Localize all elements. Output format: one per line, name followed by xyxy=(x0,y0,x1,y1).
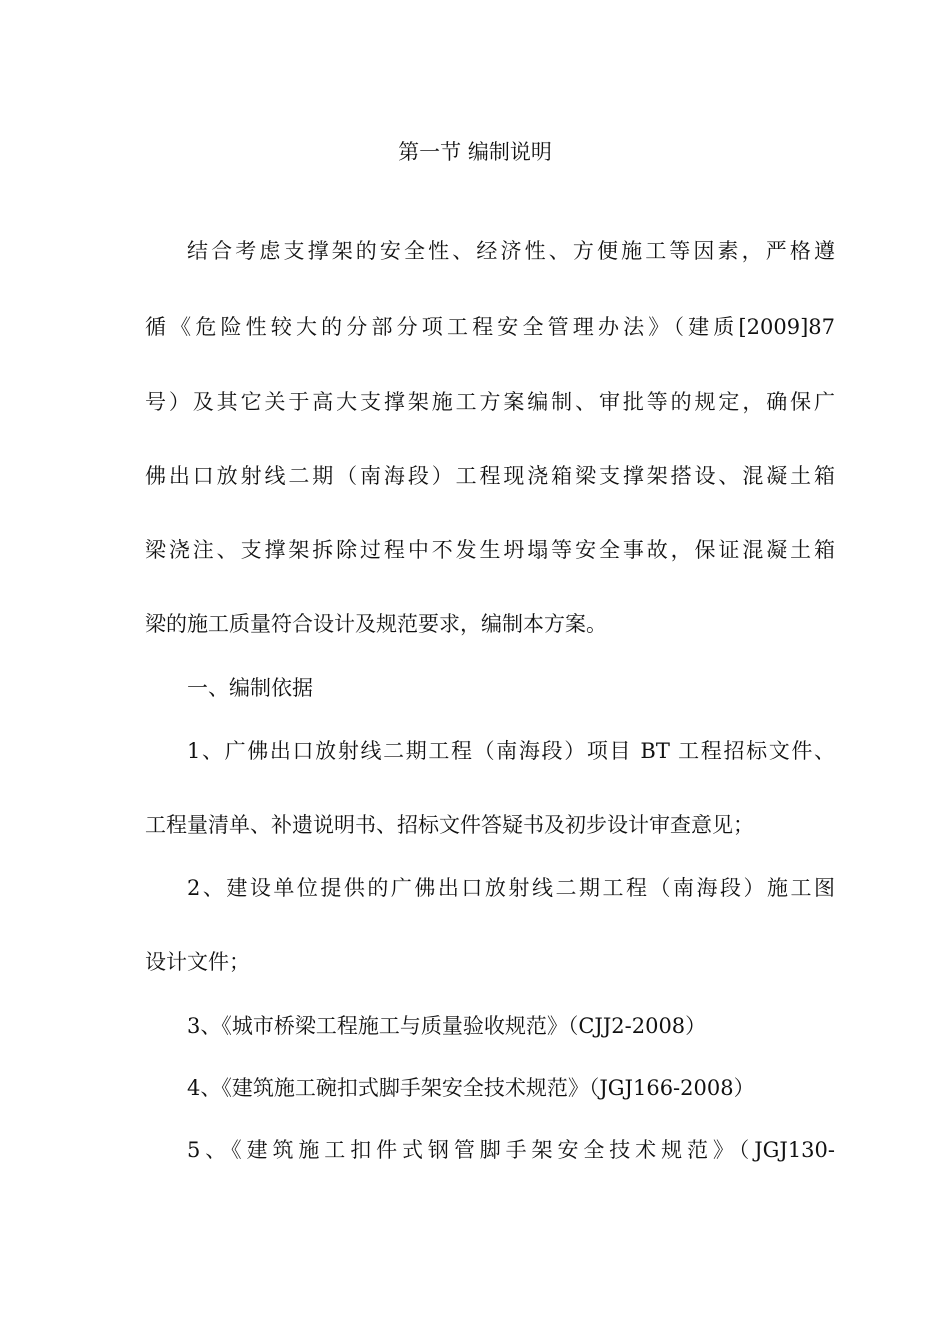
section-title: 第一节 编制说明 xyxy=(398,140,552,164)
paragraph-line-6: 梁的施工质量符合设计及规范要求，编制本方案。 xyxy=(145,612,607,636)
basis-item-4: 4、《建筑施工碗扣式脚手架安全技术规范》（JGJ166-2008） xyxy=(187,1076,755,1100)
basis-item-5: 5、《建筑施工扣件式钢管脚手架安全技术规范》（JGJ130- xyxy=(187,1138,835,1162)
paragraph-line-2: 循《危险性较大的分部分项工程安全管理办法》（建质[2009]87 xyxy=(145,315,835,339)
basis-item-2-line-1: 2、建设单位提供的广佛出口放射线二期工程（南海段）施工图 xyxy=(187,876,835,900)
basis-item-3: 3、《城市桥梁工程施工与质量验收规范》（CJJ2-2008） xyxy=(187,1014,707,1038)
basis-item-1-line-1: 1、广佛出口放射线二期工程（南海段）项目 BT 工程招标文件、 xyxy=(187,739,835,763)
paragraph-line-4: 佛出口放射线二期（南海段）工程现浇箱梁支撑架搭设、混凝土箱 xyxy=(145,464,835,488)
basis-item-1-line-2: 工程量清单、补遗说明书、招标文件答疑书及初步设计审查意见； xyxy=(145,813,754,837)
subsection-heading: 一、编制依据 xyxy=(187,676,313,700)
basis-item-2-line-2: 设计文件； xyxy=(145,950,250,974)
paragraph-line-1: 结合考虑支撑架的安全性、经济性、方便施工等因素，严格遵 xyxy=(187,239,835,263)
paragraph-line-3: 号）及其它关于高大支撑架施工方案编制、审批等的规定，确保广 xyxy=(145,390,835,414)
paragraph-line-5: 梁浇注、支撑架拆除过程中不发生坍塌等安全事故，保证混凝土箱 xyxy=(145,538,835,562)
